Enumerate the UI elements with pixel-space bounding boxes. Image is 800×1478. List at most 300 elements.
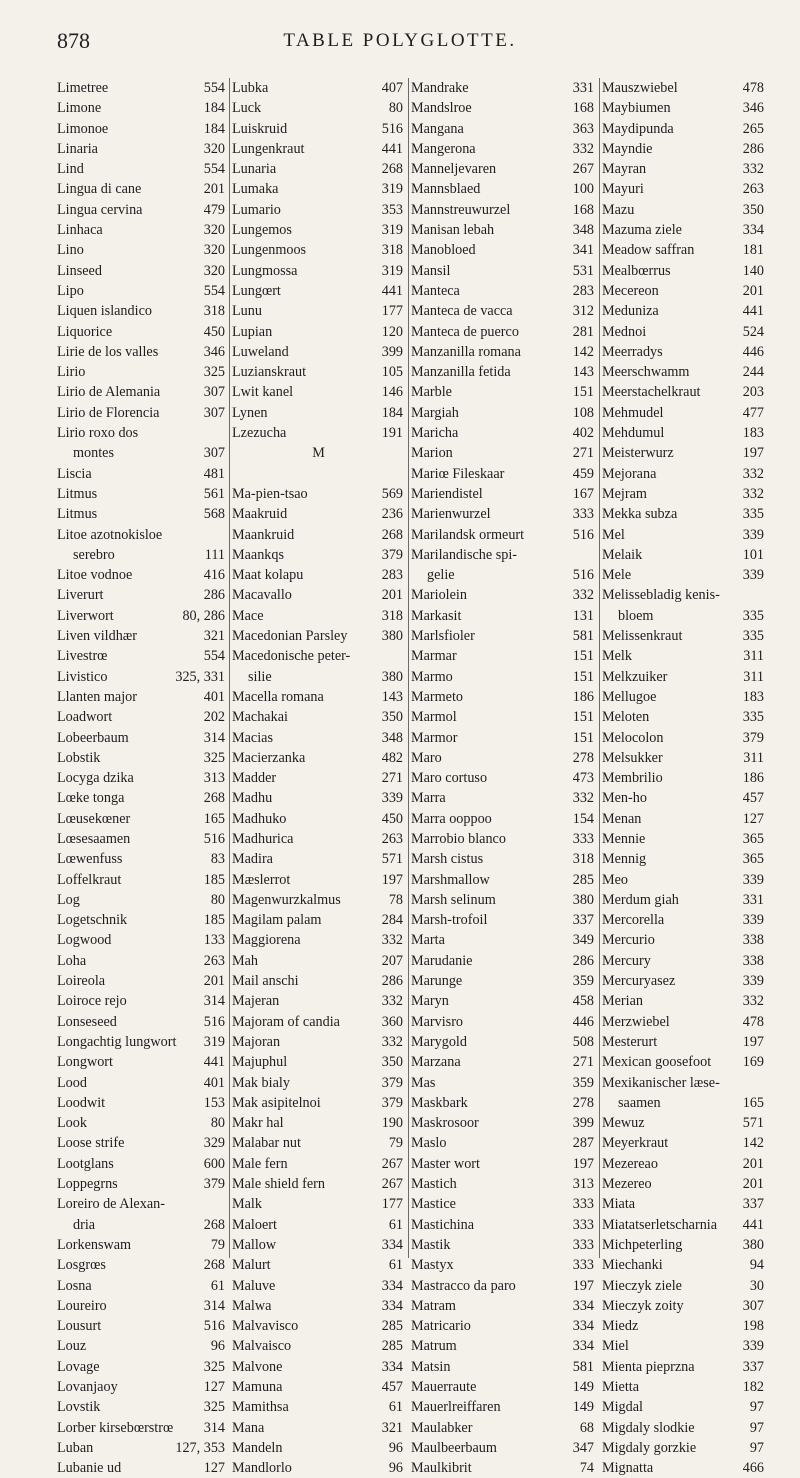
index-entry [600,870,770,890]
entry-page-number: 531 [572,262,594,279]
index-entry [600,1276,770,1296]
index-entry [600,159,770,179]
entry-page-number: 181 [742,242,764,259]
index-entry [230,78,405,98]
entry-page-number: 168 [572,201,594,218]
entry-term: Liquorice [57,323,113,340]
entry-page-number: 325 [203,749,225,766]
index-entry [600,829,770,849]
index-entry [57,119,227,139]
index-entry [57,1073,227,1093]
entry-term: Matram [411,1297,456,1314]
entry-page-number: 268 [203,1216,225,1233]
index-entry [409,1215,596,1235]
entry-page-number: 380 [381,628,403,645]
index-entry [409,829,596,849]
entry-term: Maskbark [411,1094,468,1111]
entry-page-number: 516 [572,567,594,584]
entry-term: Machakai [232,709,288,726]
index-entry [409,403,596,423]
entry-term: Madhurica [232,830,294,847]
index-entry [230,1458,405,1478]
entry-page-number: 321 [203,628,225,645]
entry-page-number: 149 [572,1379,594,1395]
index-entry [409,423,596,443]
entry-page-number: 516 [203,1013,225,1030]
entry-page-number: 169 [742,1054,764,1071]
entry-page-number: 184 [203,100,225,117]
index-entry [409,991,596,1011]
entry-term: Magilam palam [232,912,322,929]
index-entry [57,930,227,950]
index-entry [230,1296,405,1316]
entry-term: Mayran [602,161,647,178]
entry-page-number: 74 [579,1460,594,1477]
entry-page-number: 314 [203,1297,225,1314]
entry-term: Lovanjaoy [57,1379,118,1395]
entry-page-number: 360 [381,1013,403,1030]
index-entry [409,707,596,727]
entry-term: Madder [232,770,277,787]
entry-page-number: 267 [381,1176,403,1193]
index-entry [57,322,227,342]
entry-page-number: 348 [572,222,594,239]
index-entry [409,951,596,971]
index-entry [600,484,770,504]
index-entry [409,1194,596,1214]
index-entry [230,403,405,423]
index-entry [600,281,770,301]
entry-term: Lubanie ud [57,1460,122,1477]
index-entry [57,159,227,179]
entry-term: Marlsfioler [411,628,475,645]
entry-page-number: 379 [381,1074,403,1091]
entry-term: Lobeerbaum [57,729,129,746]
index-entry [600,301,770,321]
index-entry [230,1093,405,1113]
entry-page-number: 203 [742,384,764,401]
entry-term: Maankqs [232,546,285,563]
index-entry [230,281,405,301]
entry-page-number: 365 [742,851,764,868]
index-entry [57,1194,227,1214]
entry-term: Manisan lebah [411,222,495,239]
entry-page-number: 111 [204,546,225,563]
index-entry [230,585,405,605]
entry-term: Meerradys [602,343,663,360]
index-entry [230,849,405,869]
entry-page-number: 278 [572,1094,594,1111]
index-entry [57,870,227,890]
entry-page-number: 286 [381,973,403,990]
entry-term: Lorber kirsebœrstrœ [57,1419,174,1436]
index-entry [57,951,227,971]
index-entry [230,119,405,139]
index-entry [57,220,227,240]
entry-term: Macedonische peter- [232,648,351,665]
entry-term: Marunge [411,973,463,990]
entry-page-number: 183 [742,688,764,705]
entry-page-number: 481 [203,465,225,482]
index-entry [57,545,227,565]
entry-term: Mana [232,1419,265,1436]
entry-term: Liverwort [57,607,114,624]
index-entry [600,728,770,748]
entry-page-number: 333 [572,506,594,523]
index-entry [600,1032,770,1052]
index-entry [600,565,770,585]
entry-term: Lungemos [232,222,292,239]
entry-page-number: 350 [742,201,764,218]
entry-term: Manteca de vacca [411,303,513,320]
index-entry [409,240,596,260]
entry-page-number: 337 [572,912,594,929]
index-entry [409,1397,596,1417]
entry-term: Meyerkraut [602,1135,669,1152]
entry-term: Meo [602,871,629,888]
entry-page-number: 186 [572,688,594,705]
entry-page-number: 285 [572,871,594,888]
index-entry [230,951,405,971]
index-entry [57,1418,227,1438]
entry-page-number: 318 [381,607,403,624]
entry-page-number: 267 [381,1155,403,1172]
entry-term: Lingua di cane [57,181,142,198]
index-entry [57,1458,227,1478]
index-entry [230,301,405,321]
entry-page-number: 167 [572,485,594,502]
entry-page-number: 325 [203,1399,225,1416]
entry-term: Maulbeerbaum [411,1439,497,1456]
entry-page-number: 186 [742,770,764,787]
index-entry [230,98,405,118]
entry-term: Luweland [232,343,289,360]
index-entry [57,687,227,707]
entry-term: Lubka [232,80,269,96]
entry-term: Mastik [411,1236,451,1253]
entry-page-number: 331 [742,891,764,908]
index-entry [409,626,596,646]
entry-term: Mæslerrot [232,871,291,888]
entry-page-number: 182 [742,1379,764,1395]
entry-term: Mastyx [411,1257,454,1274]
entry-page-number: 79 [210,1236,225,1253]
entry-page-number: 165 [203,810,225,827]
index-entry [600,930,770,950]
index-entry [230,667,405,687]
index-entry [600,423,770,443]
entry-term: Livistico [57,668,108,685]
entry-page-number: 554 [203,80,225,96]
index-entry [409,1073,596,1093]
entry-term: Malvaisco [232,1338,292,1355]
entry-term: Lind [57,161,84,178]
entry-page-number: 457 [381,1379,403,1395]
entry-page-number: 466 [742,1460,764,1477]
entry-term: Marudanie [411,952,473,969]
entry-term: dria [73,1216,96,1233]
entry-page-number: 571 [742,1115,764,1132]
entry-page-number: 271 [572,1054,594,1071]
entry-page-number: 441 [742,303,764,320]
index-entry [57,1255,227,1275]
entry-page-number: 197 [572,1277,594,1294]
index-entry [57,788,227,808]
index-entry [409,1012,596,1032]
entry-page-number: 151 [572,384,594,401]
index-entry [600,1194,770,1214]
entry-page-number: 441 [742,1216,764,1233]
entry-page-number: 184 [381,404,403,421]
entry-term: Manobloed [411,242,476,259]
entry-page-number: 380 [381,668,403,685]
entry-page-number: 379 [742,729,764,746]
entry-term: Melissenkraut [602,628,683,645]
entry-page-number: 339 [742,871,764,888]
index-entry [230,1073,405,1093]
index-entry [600,403,770,423]
index-entry [600,1397,770,1417]
index-entry [57,200,227,220]
entry-page-number: 363 [572,120,594,137]
index-entry [409,179,596,199]
entry-term: Macias [232,729,273,746]
entry-page-number: 350 [381,1054,403,1071]
index-entry [57,423,227,443]
entry-page-number: 97 [749,1419,764,1436]
entry-page-number: 133 [203,932,225,949]
entry-page-number: 286 [572,952,594,969]
index-entry [230,1174,405,1194]
entry-term: Mansil [411,262,451,279]
entry-term: Marmar [411,648,457,665]
index-entry [409,525,596,545]
entry-page-number: 201 [203,973,225,990]
entry-term: Mandslroe [411,100,472,117]
index-entry [57,362,227,382]
entry-page-number: 197 [572,1155,594,1172]
index-entry [230,606,405,626]
index-entry [230,261,405,281]
index-entry [409,1113,596,1133]
entry-page-number: 197 [742,445,764,462]
entry-page-number: 94 [749,1257,764,1274]
index-entry [57,525,227,545]
entry-page-number: 338 [742,932,764,949]
index-entry [230,1032,405,1052]
index-entry [409,119,596,139]
entry-term: Lovstik [57,1399,101,1416]
index-entry [57,504,227,524]
entry-term: Marshmallow [411,871,490,888]
entry-term: Madhu [232,790,273,807]
entry-page-number: 337 [742,1196,764,1213]
entry-term: Maankruid [232,526,295,543]
entry-term: Mercorella [602,912,665,929]
index-entry [409,585,596,605]
index-entry [409,1154,596,1174]
entry-term: Liven vildhær [57,628,137,645]
entry-term: Mastracco da paro [411,1277,516,1294]
entry-term: Llanten major [57,688,137,705]
entry-term: Matsin [411,1358,451,1375]
entry-page-number: 473 [572,770,594,787]
index-entry [57,626,227,646]
entry-page-number: 96 [388,1460,403,1477]
index-entry [409,1174,596,1194]
entry-term: Miechanki [602,1257,663,1274]
entry-term: Mastich [411,1176,457,1193]
entry-term: Mel [602,526,625,543]
index-entry [57,98,227,118]
entry-page-number: 185 [203,871,225,888]
entry-page-number: 283 [381,567,403,584]
entry-page-number: 478 [742,80,764,96]
index-entry [230,707,405,727]
entry-term: Limone [57,100,102,117]
entry-page-number: 346 [742,100,764,117]
entry-page-number: 339 [742,567,764,584]
entry-term: Malurt [232,1257,271,1274]
entry-page-number: 268 [203,790,225,807]
entry-term: Meerschwamm [602,364,690,381]
entry-page-number: 446 [742,343,764,360]
entry-page-number: 554 [203,282,225,299]
index-entry [600,220,770,240]
index-entry [230,1255,405,1275]
entry-term: Lynen [232,404,268,421]
entry-term: Mienta pieprzna [602,1358,695,1375]
entry-page-number: 365 [742,830,764,847]
entry-page-number: 339 [742,1338,764,1355]
entry-term: Majoram of candia [232,1013,340,1030]
index-entry [600,322,770,342]
entry-term: Lipo [57,282,84,299]
index-entry [57,829,227,849]
index-entry [57,890,227,910]
entry-page-number: 318 [572,851,594,868]
entry-term: Lirio [57,364,86,381]
entry-term: Lungenkraut [232,140,305,157]
entry-term: Lœke tonga [57,790,125,807]
entry-page-number: 332 [381,1033,403,1050]
entry-page-number: 399 [381,343,403,360]
entry-page-number: 319 [381,262,403,279]
index-columns [57,78,764,1477]
entry-term: Limetree [57,80,109,96]
index-entry [600,179,770,199]
entry-page-number: 165 [742,1094,764,1111]
entry-page-number: 286 [203,587,225,604]
entry-page-number: 524 [742,323,764,340]
index-entry [230,1316,405,1336]
index-entry [57,301,227,321]
entry-term: Mamithsa [232,1399,289,1416]
index-entry [600,1377,770,1397]
index-entry [57,768,227,788]
page-number: 878 [57,28,90,53]
entry-page-number: 68 [579,1419,594,1436]
entry-term: Macella romana [232,688,324,705]
index-entry [230,1154,405,1174]
index-entry [409,1255,596,1275]
entry-page-number: 516 [203,830,225,847]
entry-term: Loiroce rejo [57,993,127,1010]
page-header [0,28,800,68]
index-entry [600,139,770,159]
entry-page-number: 140 [742,262,764,279]
entry-term: Mejram [602,485,647,502]
index-entry [57,281,227,301]
entry-term: Mexican goosefoot [602,1054,712,1071]
entry-term: Marra ooppoo [411,810,492,827]
index-entry [600,98,770,118]
entry-page-number: 581 [572,628,594,645]
index-entry [409,1093,596,1113]
entry-page-number: 321 [381,1419,403,1436]
entry-term: Mehmudel [602,404,664,421]
index-entry [230,809,405,829]
running-title: TABLE POLYGLOTTE. [283,30,517,51]
entry-term: Marmeto [411,688,464,705]
entry-page-number: 307 [203,404,225,421]
entry-term: Linseed [57,262,102,279]
entry-term: Mealbœrrus [602,262,671,279]
index-entry [57,1113,227,1133]
index-entry [57,707,227,727]
entry-page-number: 380 [742,1236,764,1253]
entry-page-number: 339 [742,973,764,990]
entry-term: Mannsblaed [411,181,481,198]
entry-page-number: 61 [210,1277,225,1294]
entry-page-number: 334 [572,1297,594,1314]
entry-page-number: 450 [203,323,225,340]
index-entry [57,1133,227,1153]
entry-term: Mazu [602,201,635,218]
index-entry [230,342,405,362]
entry-page-number: 131 [572,607,594,624]
entry-term: Mak asipitelnoi [232,1094,321,1111]
entry-page-number: 127 [203,1460,225,1477]
index-entry [600,1174,770,1194]
entry-term: Mekka subza [602,506,678,523]
index-entry [230,626,405,646]
entry-term: Manneljevaren [411,161,497,178]
entry-term: Locyga dzika [57,770,134,787]
entry-term: Macedonian Parsley [232,628,348,645]
entry-term: M [312,445,325,462]
index-entry [57,1276,227,1296]
entry-page-number: 61 [388,1216,403,1233]
entry-term: Lirio de Alemania [57,384,161,401]
entry-page-number: 191 [381,425,403,442]
entry-page-number: 201 [203,181,225,198]
entry-term: Liquen islandico [57,303,152,320]
entry-page-number: 201 [742,282,764,299]
entry-term: Mannstreuwurzel [411,201,511,218]
entry-term: Ma-pien-tsao [232,485,308,502]
entry-term: Meduniza [602,303,659,320]
entry-term: Mariœ Fileskaar [411,465,505,482]
entry-page-number: 380 [572,891,594,908]
entry-page-number: 339 [381,790,403,807]
entry-term: Longwort [57,1054,113,1071]
entry-term: Maricha [411,425,459,442]
entry-term: Marion [411,445,453,462]
index-entry [230,504,405,524]
entry-term: Madira [232,851,273,868]
index-entry [230,1276,405,1296]
